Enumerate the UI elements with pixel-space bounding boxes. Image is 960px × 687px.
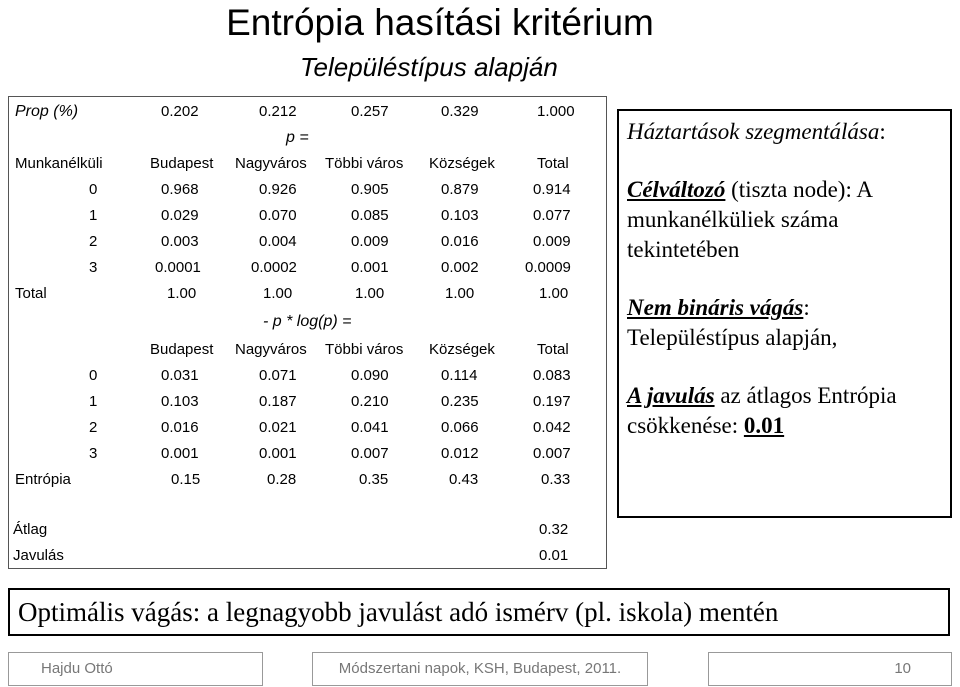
column-header: Total [537,341,569,358]
row-label: 1 [89,207,98,224]
total-row [9,281,606,307]
cell-value: 0.070 [259,207,297,224]
cell-value: 0.926 [259,181,297,198]
cell-value: 0.016 [161,419,199,436]
entropy-row [9,467,606,493]
average-label: Átlag [13,521,48,538]
panel-paragraph [627,175,942,265]
entropy-formula-row [9,309,606,335]
cell-value: 0.197 [533,393,571,410]
cell-value: 1.00 [167,285,197,302]
explanation-panel [617,109,952,518]
cell-value: 0.35 [359,471,389,488]
prop-row [9,99,606,125]
panel-paragraph [627,117,942,147]
improvement-text: az átlagos Entrópia csökkenése: [627,383,897,438]
segmentation-heading: Háztartások szegmentálása [627,119,880,144]
panel-paragraph [627,293,942,353]
prop-value: 0.329 [441,103,479,120]
cell-value: 1.00 [539,285,569,302]
cell-value: 0.187 [259,393,297,410]
cell-value: 0.085 [351,207,389,224]
column-header: Budapest [150,155,214,172]
column-header: Budapest [150,341,214,358]
cell-value: 0.002 [441,259,479,276]
cell-value: 0.968 [161,181,199,198]
row-label: 0 [89,367,98,384]
non-binary-split-text: Településtípus alapján, [627,325,838,350]
slide-title: Entrópia hasítási kritérium [226,2,654,43]
cell-value: 0.031 [161,367,199,384]
row-label: 3 [89,259,98,276]
column-header: Többi város [325,155,404,172]
cell-value: 0.001 [259,445,297,462]
cell-value: 0.021 [259,419,297,436]
footer-page-number: 10 [708,652,952,686]
improvement-label: A javulás [627,383,715,408]
average-row [9,517,606,543]
cell-value: 0.114 [441,367,478,384]
cell-value: 0.0009 [525,259,571,276]
cell-value: 0.077 [533,207,571,224]
gain-value: 0.01 [539,547,569,564]
p-header-row [9,125,606,151]
cell-value: 0.016 [441,233,479,250]
prop-value: 0.212 [259,103,297,120]
prop-value: 0.257 [351,103,389,120]
table-row [9,363,606,389]
cell-value: 0.007 [351,445,389,462]
cell-value: 0.007 [533,445,571,462]
table-row [9,203,606,229]
cell-value: 0.001 [161,445,199,462]
non-binary-split-label: Nem bináris vágás [627,295,804,320]
cell-value: 1.00 [445,285,475,302]
column-header-row [9,151,606,177]
row-label: 2 [89,233,98,250]
prop-label: Prop (%) [15,103,79,120]
footer-author: Hajdu Ottó [8,652,263,686]
gain-row [9,543,606,569]
slide-subtitle: Településtípus alapján [300,52,558,82]
cell-value: 0.28 [267,471,297,488]
target-variable-label: Célváltozó [627,177,726,202]
cell-value: 1.00 [355,285,385,302]
cell-value: 0.041 [351,419,389,436]
column-header: Nagyváros [235,155,307,172]
cell-value: 0.103 [161,393,199,410]
panel-paragraph [627,381,942,441]
row-label: 3 [89,445,98,462]
p-formula-label: p = [286,129,309,146]
footer-event: Módszertani napok, KSH, Budapest, 2011. [312,652,648,686]
target-variable-text: (tiszta node): A munkanélküliek száma tekintetében [627,177,872,262]
table-row [9,389,606,415]
column-header: Total [537,155,569,172]
colon: : [879,119,886,144]
cell-value: 0.43 [449,471,479,488]
total-label: Total [15,285,47,302]
row-label: 2 [89,419,98,436]
cell-value: 0.029 [161,207,199,224]
table-row [9,229,606,255]
cell-value: 0.001 [351,259,389,276]
average-value: 0.32 [539,521,569,538]
cell-value: 0.914 [533,181,571,198]
table-row [9,415,606,441]
cell-value: 0.003 [161,233,199,250]
cell-value: 0.071 [259,367,297,384]
cell-value: 0.090 [351,367,389,384]
cell-value: 0.905 [351,181,389,198]
cell-value: 0.012 [441,445,479,462]
prop-value: 1.000 [537,103,575,120]
prop-value: 0.202 [161,103,199,120]
column-header: Községek [429,341,495,358]
cell-value: 0.0002 [251,259,297,276]
cell-value: 0.33 [541,471,571,488]
column-header: Többi város [325,341,404,358]
improvement-value: 0.01 [743,413,785,438]
column-header: Községek [429,155,495,172]
cell-value: 0.0001 [155,259,201,276]
cell-value: 0.210 [351,393,389,410]
cell-value: 0.009 [533,233,571,250]
cell-value: 0.066 [441,419,479,436]
colon: : [803,295,810,320]
cell-value: 0.083 [533,367,571,384]
row-label: 1 [89,393,98,410]
cell-value: 0.004 [259,233,297,250]
table-row [9,177,606,203]
column-header: Nagyváros [235,341,307,358]
entropy-column-header-row [9,337,606,363]
cell-value: 0.009 [351,233,389,250]
cell-value: 0.042 [533,419,571,436]
cell-value: 0.15 [171,471,201,488]
unemployed-header: Munkanélküli [15,155,103,172]
table-row [9,441,606,467]
cell-value: 0.235 [441,393,479,410]
cell-value: 0.879 [441,181,479,198]
optimal-split-banner: Optimális vágás: a legnagyobb javulást adó ismérv (pl. iskola) mentén [8,588,950,636]
table-row [9,255,606,281]
cell-value: 1.00 [263,285,293,302]
entropy-formula-label: - p * log(p) = [263,313,352,330]
entropy-table [8,96,607,569]
cell-value: 0.103 [441,207,479,224]
gain-label: Javulás [13,547,64,564]
entropy-label: Entrópia [15,471,71,488]
row-label: 0 [89,181,98,198]
